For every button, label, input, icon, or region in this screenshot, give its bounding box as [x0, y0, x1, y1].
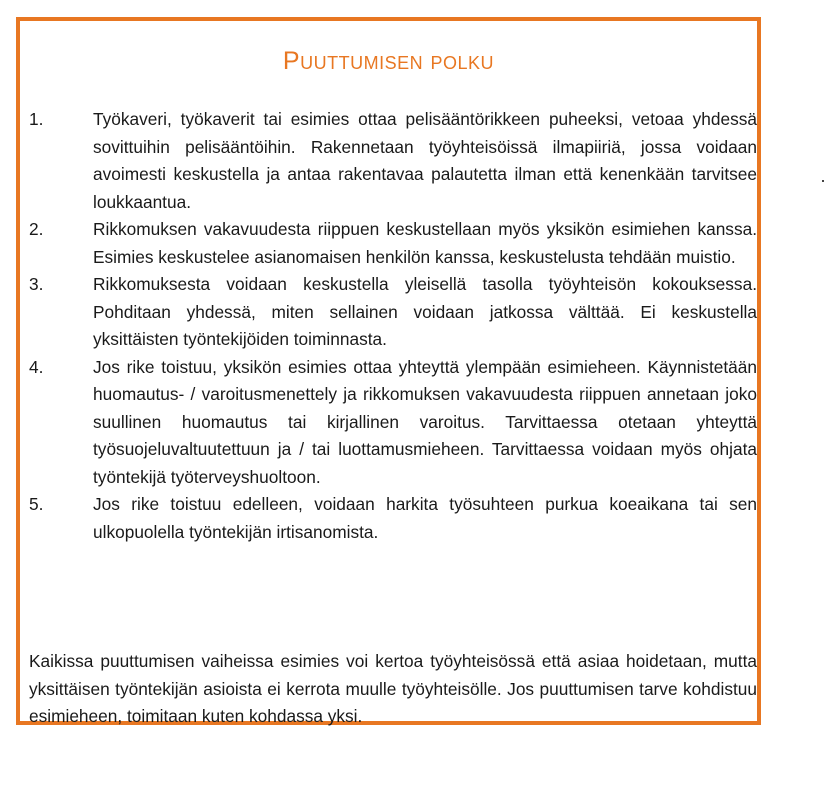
list-item — [29, 106, 757, 216]
list-item — [29, 354, 757, 492]
list-item — [29, 216, 757, 271]
item-text: Rikkomuksesta voidaan keskustella yleisellä tasolla työyhteisön kokouksessa. Pohditaan yhdessä, miten sellainen voidaan jatkossa välttää. Ei keskustella yksittäisten työntekijöiden toiminnasta. — [93, 274, 757, 349]
item-text: Rikkomuksen vakavuudesta riippuen keskustellaan myös yksikön esimiehen kanssa. Esimies keskustelee asianomaisen henkilön kanssa, keskustelusta tehdään muistio. — [93, 219, 757, 267]
stray-mark — [822, 180, 824, 182]
item-number: 5. — [29, 494, 44, 514]
procedure-list — [29, 106, 757, 546]
item-text: Jos rike toistuu, yksikön esimies ottaa yhteyttä ylempään esimieheen. Käynnistetään huomautus- / varoitusmenettely ja rikkomuksen vakavuudesta riippuen annetaan joko suullinen huomautus tai kirjallinen varoitus. Tarvittaessa otetaan yhteyttä työsuojeluvaltuutettuun ja / tai luottamusmieheen. Tarvittaessa voidaan myös ohjata työntekijä työterveyshuoltoon. — [93, 356, 757, 487]
item-number: 2. — [29, 219, 44, 239]
item-number: 1. — [29, 109, 44, 129]
document-title: Puuttumisen polku — [282, 47, 495, 75]
item-text: Työkaveri, työkaverit tai esimies ottaa pelisääntörikkeen puheeksi, vetoaa yhdessä sovittuihin pelisääntöihin. Rakennetaan työyhteisöissä ilmapiiriä, jossa voidaan avoimesti keskustella ja antaa rakentavaa palautetta ilman että kenenkään tarvitsee loukkaantua. — [93, 109, 757, 212]
document-frame — [16, 17, 761, 725]
item-text: Jos rike toistuu edelleen, voidaan harkita työsuhteen purkua koeaikana tai sen ulkopuolella työntekijän irtisanomista. — [93, 494, 757, 542]
list-item — [29, 271, 757, 354]
item-number: 4. — [29, 356, 44, 377]
item-number: 3. — [29, 274, 44, 294]
closing-paragraph: Kaikissa puuttumisen vaiheissa esimies voi kertoa työyhteisössä että asiaa hoidetaan, mutta yksittäisen työntekijän asioista ei kerrota muulle työyhteisölle. Jos puuttumisen tarve kohdistuu esimieheen, toimitaan kuten kohdassa yksi. — [29, 651, 757, 727]
list-item — [29, 491, 757, 546]
